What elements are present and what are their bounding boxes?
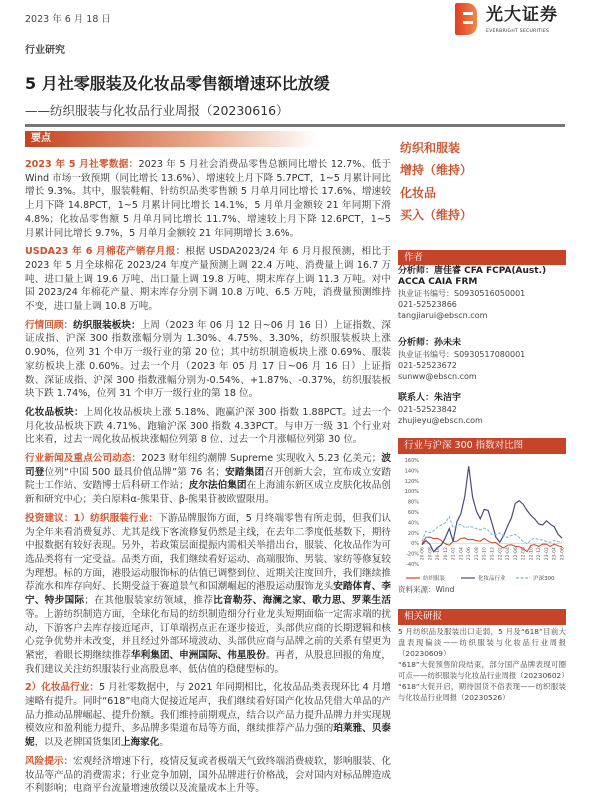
report-category: 行业研究 (25, 45, 65, 56)
y-tick-label: 40% (407, 520, 419, 527)
divider (25, 124, 565, 127)
x-tick-label: 21-04 (459, 547, 465, 561)
contact-phone: 021-52523842 (398, 405, 457, 414)
section-label: 风险提示： (25, 755, 74, 767)
body-text: 召开创新大会，宣布成立安踏院士工作站、安踏博士后科研工作站； (25, 466, 392, 492)
section-label: 投资建议：1）纺织服装行业： (25, 512, 159, 524)
body-text: 上周（2023 年 06 月 12 日~06 月 16 日）上证指数、深证成指、沪深 300 指数涨幅分别为 1.30%、4.75%、3.30%，纺织服装板块上涨 0.90%，位列 31 个申万一级行业的第 20 位；其中纺织制造板块上涨 0.69%、服装家纺板块上涨 0.60%。过去一个月（2023 年 05 月 17 日~06 月 16 日）上证指数、深证成指、沪深 300 指数涨幅分别为-0.54%、+1.87%、-0.37%，纺织服装板块下跌 1.74%，位列 31 个申万一级行业的第 18 位。 (25, 319, 392, 400)
report-date: 2023 年 6 月 18 日 (25, 14, 111, 25)
body-text: 根据 USDA2023/24 年 6 月月报预测，相比于 2023 年 5 月全球棉花 2023/24 年度产量预测上调 22.4 万吨、消费量上调 16.7 万吨、进口量上调 19.6 万吨、出口量上调 19.8 万吨、期末库存上调 11.3 万吨。对中国 2023/24 年棉花产量、期末库存分别下调 10.8 万吨、6.5 万吨，消费量预测维持不变，进口量上调 10.8 万吨。 (25, 246, 391, 313)
x-tick-label: 21-06 (467, 547, 473, 561)
section-label: 2）化妆品行业： (25, 682, 99, 694)
highlight-text: 波司登 (25, 453, 392, 478)
x-tick-label: 21-08 (474, 547, 480, 561)
body-text: ，以及老牌国货集团 (34, 737, 121, 749)
x-tick-label: 21-10 (482, 547, 488, 561)
x-tick-label: 20-08 (428, 547, 434, 561)
paragraph (25, 158, 391, 240)
key-points-header: 要点 (25, 131, 318, 147)
y-tick-label: 60% (407, 510, 419, 516)
author-cert: 执业证书编号：S0930517080001 (398, 350, 526, 359)
paragraph (25, 512, 391, 676)
rating-cosmetics: 买入（维持） (400, 208, 473, 222)
x-tick-label: 21-02 (451, 547, 457, 561)
section-label: 行情回顾： (25, 319, 74, 331)
contact-email[interactable]: zhujieyu@ebscn.com (398, 416, 483, 425)
highlight-text: 化妆品板块： (25, 406, 84, 418)
legend-label: 沪深300 (533, 576, 555, 582)
x-tick-label: 21-12 (490, 547, 496, 561)
related-report-item[interactable]: “618”大促预售阶段结束，部分国产品牌表现可圈可点——纺织服装与化妆品行业周报（20230602） (398, 660, 569, 680)
body-text: 等。上游纺织制造方面，全球化布局的纺织制造细分行业龙头短期面临一定需求端的扰动，下游客户去库存接近尾声，订单端拐点正在逐步接近，头部供应商的长期逻辑和核心竞争优势并未改变，并且经过外部环境波动、头部供应商与品牌之前的关系有望更为紧密，着眼长期继续推荐 (25, 608, 391, 661)
legend-label: 纺织服装 (423, 576, 446, 582)
rating-sector-cosmetics: 化妆品 (400, 186, 437, 200)
x-tick-label: 23-02 (544, 547, 550, 561)
paragraph (25, 319, 391, 401)
chart-source: 资料来源：Wind (398, 585, 455, 594)
author-name: 分析师：孙未未 (398, 338, 462, 348)
paragraph (25, 406, 391, 447)
series-line-2 (422, 517, 562, 544)
highlight-text: 上海家化 (120, 737, 160, 749)
body-text: 。 (159, 737, 169, 749)
x-tick-label: 22-10 (529, 547, 535, 561)
y-tick-label: -20% (406, 551, 419, 558)
body-text: 2023 年 5 月社会消费品零售总额同比增长 12.7%、低于 Wind 市场一致预期（同比增长 13.6%）、增速较上月下降 5.7PCT，1~5 月累计同比增长 9.3%。其中，服装鞋帽、针纺织品类零售额 5 月单月同比增长 17.6%、增速较上月下降 14.8PCT，1~5 月累计同比增长 14.1%，5 月单月金额较 21 年同期下滑 4.8%；化妆品零售额 5 月单月同比增长 11.7%、增速较上月下降 12.6PCT，1~5 月累计同比增长 9.7%，5 月单月金额较 21 年同期增长 3.6%。 (25, 159, 391, 239)
paragraph (25, 755, 391, 796)
author-name: 分析师：唐佳睿 CFA FCPA(Aust.) ACCA CAIA FRM (398, 266, 547, 287)
body-text: ；在其他服装家纺领域，推荐 (84, 595, 214, 607)
y-tick-label: 120% (404, 478, 419, 485)
body-text: 上周化妆品板块上涨 5.18%、跑赢沪深 300 指数 1.88PCT。过去一个月化妆品板块下跌 4.71%、跑输沪深 300 指数 4.33PCT。与申万一级 31 个行业对比来看，过去一周化妆品板块涨幅位列第 8 位、过去一个月涨幅位列第 30 位。 (25, 406, 392, 446)
x-tick-label: 22-08 (521, 547, 527, 561)
author-email[interactable]: tangjiarui@ebscn.com (398, 311, 488, 320)
brand-logo (455, 3, 585, 39)
legend-label: 化妆品行业 (478, 576, 506, 582)
author-phone: 021-52523672 (398, 361, 457, 370)
x-tick-label: 22-12 (537, 547, 543, 561)
x-tick-label: 22-06 (513, 547, 519, 561)
paragraph (25, 452, 391, 507)
chart-header: 行业与沪深 300 指数对比图 (398, 438, 566, 454)
highlight-text: 皮尔法伯集团 (188, 480, 247, 492)
body-text: 2023 财年纽约潮牌 Supreme 实现收入 5.23 亿美元； (141, 453, 382, 465)
related-reports-header: 相关研报 (398, 609, 566, 625)
brand-name-en: EVERBRIGHT SECURITIES (486, 29, 550, 34)
highlight-text: 纺织服装板块： (73, 319, 141, 331)
y-tick-label: 160% (404, 458, 419, 464)
highlight-text: 安踏体育、李宁、特步国际 (25, 581, 392, 607)
author-email[interactable]: sunww@ebscn.com (398, 372, 477, 381)
highlight-text: 华利集团、申洲国际、伟星股份 (130, 649, 266, 661)
highlight-text: 珀莱雅、贝泰妮 (25, 723, 392, 749)
body-text: 下游品牌服饰方面，5 月终端零售有所走弱，但我们认为全年来看消费复苏、尤其是线下客流修复仍然是主线，在去年二季度低基数下，期待中报数据有较好表现。另外，若政策层面提振内需相关举措出台，服装、化妆品作为可选品类将有一定受益。品类方面，我们继续看好运动、高端服饰、男装、家纺等修复较为理想。标的方面，港股运动服饰标的估值已调整到位、近期关注度回升，我们继续推荐流水和库存向好、长期受益于赛道景气和国潮崛起的港股运动服饰龙头 (25, 512, 391, 593)
x-tick-label: 20-06 (420, 547, 426, 561)
key-points-body (25, 158, 391, 801)
logo-mark-icon (455, 3, 477, 35)
y-tick-label: 20% (407, 530, 419, 537)
contact (398, 393, 566, 426)
y-tick-label: 0% (411, 541, 419, 548)
paragraph (25, 681, 391, 750)
body-text: 宏观经济增速下行，疫情反复或者极端天气致终端消费疲软，影响服装、化妆品等产品的消费需求；行业竞争加剧，国外品牌进行价格战，会对国内对标品牌造成不利影响；电商平台流量增速放缓以及流量成本上升等。 (25, 755, 392, 795)
section-label: 2023 年 5 月社零数据： (25, 159, 139, 170)
related-report-item[interactable]: 5 月纺织品及服装出口走弱，5 月及“618”目前大盘表现偏淡——纺织服装与化妆品行业周报（20230609） (398, 627, 566, 658)
index-comparison-chart (396, 454, 566, 584)
body-text: 。再者，从股息回报的角度，我们建议关注纺织服装行业高股息率、低估值的稳健型标的。 (25, 649, 392, 675)
authors-header: 作者 (398, 250, 566, 265)
section-label: USDA23 年 6 月棉花产销存月报： (25, 246, 186, 258)
related-report-item[interactable]: “618”大促开启，期待国货不俗表现——纺织服装与化妆品行业周报（20230526） (398, 682, 566, 702)
body-text: 在上海浦东新区成立皮肤化妆品创新和研究中心；美白原料α-熊果苷、β-熊果苷被欧盟限用。 (25, 480, 392, 506)
related-reports-list (398, 626, 569, 703)
highlight-text: 安踏集团 (225, 466, 265, 478)
y-tick-label: 100% (404, 489, 419, 496)
paragraph (25, 245, 391, 314)
x-tick-label: 22-02 (498, 547, 504, 561)
author-cert: 执业证书编号：S0930516050001 (398, 289, 526, 298)
body-text: 位列“中国 500 最具价值品牌”第 76 名； (44, 466, 225, 478)
author-phone: 021-52523866 (398, 300, 457, 309)
y-tick-label: 80% (407, 499, 419, 506)
x-tick-label: 23-04 (552, 547, 558, 561)
x-tick-label: 20-12 (443, 547, 449, 561)
x-tick-label: 23-06 (560, 547, 566, 561)
report-title: 5 月社零服装及化妆品零售额增速环比放缓 (25, 74, 330, 93)
rating-sector-textile: 纺织和服装 (400, 141, 461, 155)
brand-name-cn: 光大证券 (486, 5, 558, 25)
report-subtitle: ——纺织服装与化妆品行业周报（20230616） (25, 103, 289, 118)
body-text: 5 月社零数据中，与 2021 年同期相比，化妆品品类表现环比 4 月增速略有提升。同时“618”电商大促接近尾声，我们继续看好国产化妆品凭借大单品的产品力推动品牌崛起、提升份额。我们维持前期观点，结合以产品力提升品牌力并实现规模效应和盈利能力提升、多品牌多渠道布局等方面，继续推荐产品力强的 (25, 682, 391, 735)
contact-name: 联系人：朱洁宇 (398, 393, 462, 403)
author-1 (398, 266, 566, 321)
author-2 (398, 338, 566, 382)
section-label: 行业新闻及重点公司动态： (25, 453, 142, 465)
x-tick-label: 22-04 (506, 547, 512, 561)
rating-textile: 增持（维持） (400, 163, 473, 177)
x-tick-label: 20-10 (436, 547, 442, 561)
y-tick-label: 140% (404, 468, 419, 475)
y-tick-label: -40% (406, 562, 419, 568)
highlight-text: 比音勒芬、海澜之家、歌力思、罗莱生活 (213, 595, 392, 607)
series-line-1 (422, 466, 562, 552)
